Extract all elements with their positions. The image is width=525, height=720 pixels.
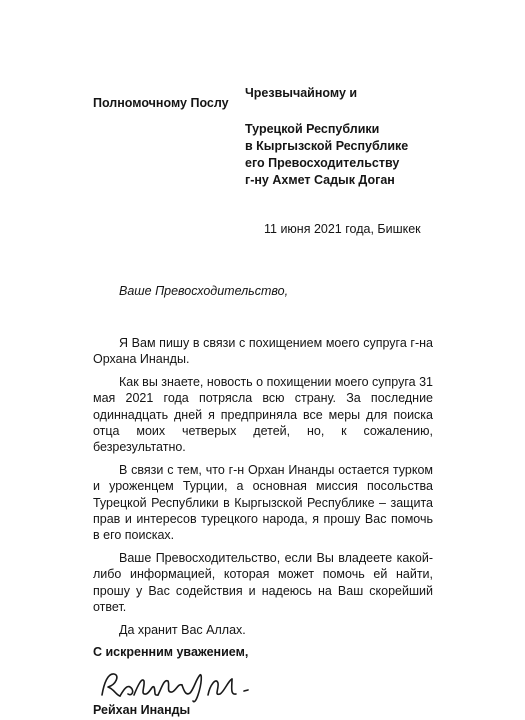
signature-scribble <box>98 665 268 705</box>
salutation: Ваше Превосходительство, <box>119 284 289 298</box>
recipient-line-4: в Кыргызской Республике <box>245 139 409 153</box>
paragraph-2: Как вы знаете, новость о похищении моего супруга 31 мая 2021 года потрясла всю страну. За последние одиннадцать дней я предприняла все меры для поиска отца моих четверых детей, но, к сожалению, безрезультатно. <box>93 374 433 455</box>
paragraph-4: Ваше Превосходительство, если Вы владеете какой-либо информацией, которая может помочь ей найти, прошу у Вас содействия и надеюсь на Ваш скорейший ответ. <box>93 550 433 615</box>
closing-line: С искренним уважением, <box>93 645 249 659</box>
signer-name: Рейхан Инанды <box>93 703 191 717</box>
recipient-line-6: г-ну Ахмет Садык Доган <box>245 173 395 187</box>
recipient-line-1: Чрезвычайному и <box>245 86 358 100</box>
recipient-block <box>245 85 408 189</box>
recipient-spacer <box>245 102 408 121</box>
paragraph-1: Я Вам пишу в связи с похищением моего супруга г-на Орхана Инанды. <box>93 336 433 367</box>
paragraph-5: Да хранит Вас Аллах. <box>119 622 246 637</box>
recipient-line-5: его Превосходительству <box>245 156 400 170</box>
recipient-line-left: Полномочному Послу <box>93 96 229 110</box>
date-place: 11 июня 2021 года, Бишкек <box>264 222 421 236</box>
recipient-line-3: Турецкой Республики <box>245 122 380 136</box>
letter-body <box>93 335 433 644</box>
paragraph-3: В связи с тем, что г-н Орхан Инанды остается турком и уроженцем Турции, а основная миссия посольства Турецкой Республики в Кыргызской Республике – защита прав и интересов турецкого народа, я прошу Вас помочь в его поисках. <box>93 462 433 543</box>
